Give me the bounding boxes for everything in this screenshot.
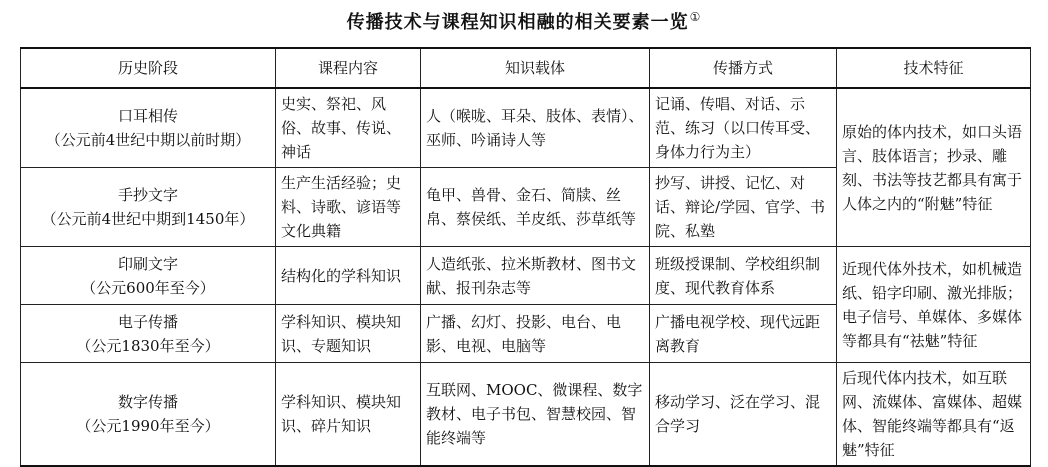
table-title-text: 传播技术与课程知识相融的相关要素一览 [346,12,689,33]
table-title [0,8,1048,34]
content-cell: 学科知识、模块知识、专题知识 [276,305,421,363]
stage-name: 电子传播 [117,312,178,331]
carrier-cell: 广播、幻灯、投影、电台、电影、电视、电脑等 [421,305,650,363]
method-cell: 班级授课制、学校组织制度、现代教育体系 [650,247,837,305]
stage-period: （公元1990年至今） [76,417,220,435]
header-carrier: 知识载体 [421,48,650,88]
stage-cell [21,168,276,247]
method-cell: 记诵、传唱、对话、示范、练习（以口传耳受、身体力行为主） [650,88,837,168]
stage-cell [21,88,276,168]
table-row [21,88,1031,168]
table-row [21,247,1031,305]
stage-name: 印刷文字 [117,254,178,273]
method-cell: 抄写、讲授、记忆、对话、辩论/学园、官学、书院、私塾 [650,168,837,247]
content-cell: 学科知识、模块知识、碎片知识 [276,363,421,467]
stage-cell [21,363,276,467]
header-row [21,48,1031,88]
stage-period: （公元1830年至今） [76,336,220,355]
stage-period: （公元前4世纪中期以前时期） [45,131,251,149]
elements-table [20,47,1031,467]
feature-cell: 后现代体内技术，如互联网、流媒体、富媒体、超媒体、智能终端等都具有“返魅”特征 [837,363,1031,467]
feature-cell: 原始的体内技术，如口头语言、肢体语言；抄录、雕刻、书法等技艺都具有寓于人体之内的“附魅”特征 [837,88,1031,247]
header-method: 传播方式 [650,48,837,88]
stage-cell [21,247,276,305]
stage-name: 数字传播 [117,393,178,411]
header-stage: 历史阶段 [21,48,276,88]
content-cell: 结构化的学科知识 [276,247,421,305]
content-cell: 史实、祭祀、风俗、故事、传说、神话 [276,88,421,168]
stage-period: （公元600年至今） [81,278,215,297]
stage-name: 手抄文字 [117,186,178,204]
method-cell: 广播电视学校、现代远距离教育 [650,305,837,363]
carrier-cell: 人造纸张、拉米斯教材、图书文献、报刊杂志等 [421,247,650,305]
stage-period: （公元前4世纪中期到1450年） [41,210,255,228]
stage-cell [21,305,276,363]
table-row [21,363,1031,467]
footnote-marker: ① [689,10,702,24]
stage-name: 口耳相传 [117,107,178,125]
header-feature: 技术特征 [837,48,1031,88]
carrier-cell: 龟甲、兽骨、金石、简牍、丝帛、蔡侯纸、羊皮纸、莎草纸等 [421,168,650,247]
content-cell: 生产生活经验；史料、诗歌、谚语等文化典籍 [276,168,421,247]
carrier-cell: 人（喉咙、耳朵、肢体、表情）、巫师、吟诵诗人等 [421,88,650,168]
method-cell: 移动学习、泛在学习、混合学习 [650,363,837,467]
header-content: 课程内容 [276,48,421,88]
feature-cell: 近现代体外技术，如机械造纸、铅字印刷、激光排版；电子信号、单媒体、多媒体等都具有“祛魅”特征 [837,247,1031,363]
carrier-cell: 互联网、MOOC、微课程、数字教材、电子书包、智慧校园、智能终端等 [421,363,650,467]
